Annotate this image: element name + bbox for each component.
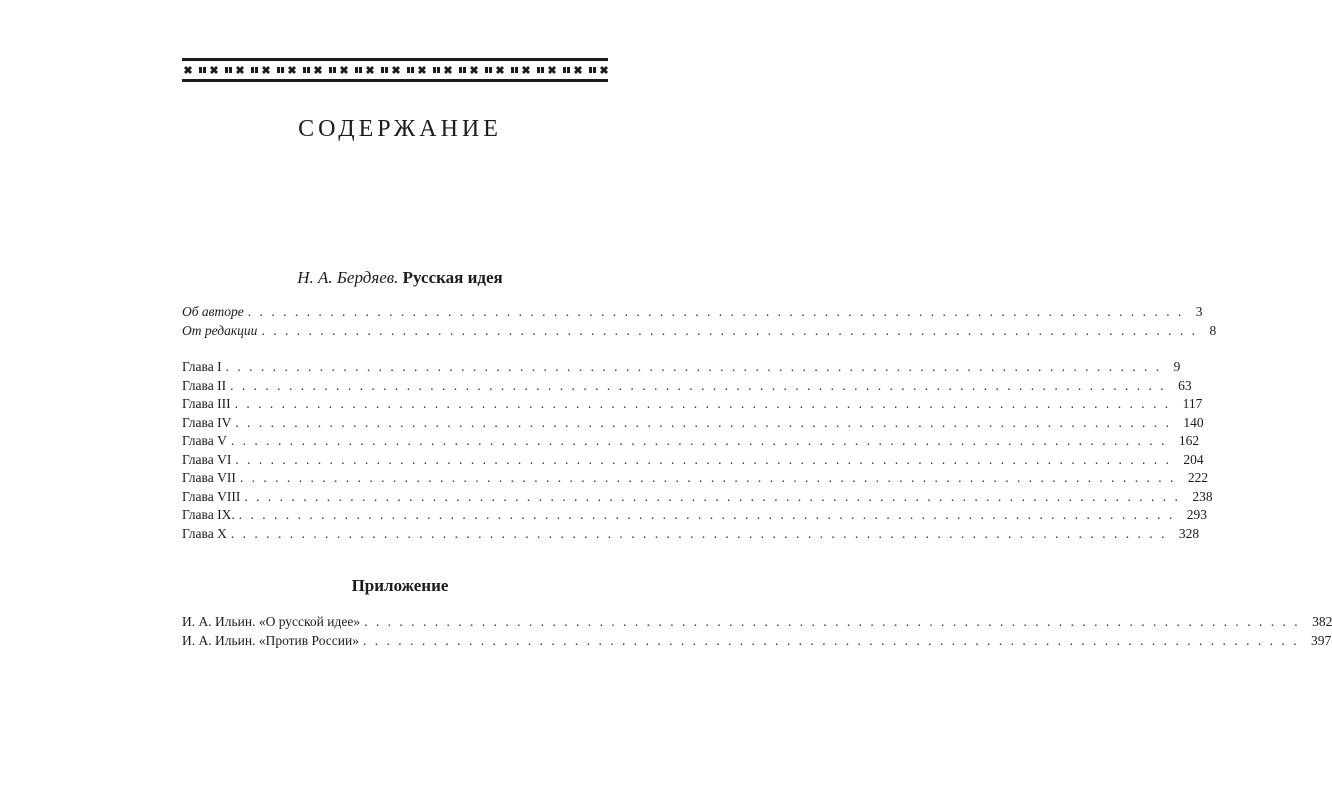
ornament-cross [444,66,452,74]
ornament-bar [459,67,462,73]
toc-row-chapter-10[interactable] [182,525,1200,544]
toc-page-number: 162 [1178,433,1200,448]
toc-page-number: 9 [1173,359,1181,374]
toc-dot-leader: ................................................................................ [362,633,1305,648]
ornament-bar [303,67,306,73]
toc-entry-label: И. А. Ильин. «Против России» [182,633,359,648]
ornament-bar [511,67,514,73]
ornament-cross [288,66,296,74]
toc-dot-leader: ................................................................................ [239,470,1182,485]
ornament-bar [333,67,336,73]
toc-entry-label: И. А. Ильин. «О русской идее» [182,614,361,629]
toc-dot-leader: ................................................................................ [234,396,1177,411]
ornament-cross [600,66,608,74]
toc-row-chapter-7[interactable] [182,470,1209,488]
ornament-bar [203,67,206,73]
toc-row-chapter-5[interactable] [182,433,1200,451]
ornament-bar [563,67,566,73]
toc-dot-leader: ................................................................................ [261,323,1204,338]
toc-row-chapter-9[interactable] [182,507,1207,525]
toc-dot-leader: ................................................................................ [238,507,1181,522]
toc-dot-leader: ................................................................................ [225,359,1168,374]
toc-dot-leader: ................................................................................ [364,614,1307,629]
appendix-title-text: Приложение [351,576,449,595]
toc-row-chapter-1[interactable] [182,359,1181,377]
ornament-bar [307,67,310,73]
toc-page-number: 117 [1182,396,1203,411]
ornament-cross [496,66,504,74]
toc-entry-label: Об авторе [182,304,244,319]
ornament-bar [541,67,544,73]
ornament-cross [340,66,348,74]
ornament-bar [515,67,518,73]
toc-page-number: 222 [1187,470,1209,485]
toc-dot-leader: ................................................................................ [230,433,1173,448]
ornament-bar [281,67,284,73]
ornament-bar [355,67,358,73]
toc-row-chapter-4[interactable] [182,414,1204,433]
toc-page-number: 63 [1178,377,1192,393]
section-author: Н. А. Бердяев. [297,268,399,287]
ornament-bar [537,67,540,73]
toc-page-number: 328 [1178,525,1200,541]
ornament-bar [485,67,488,73]
toc-row-about-author[interactable] [182,304,1203,322]
page-title: СОДЕРЖАНИЕ [298,116,502,142]
ornament-bar [277,67,280,73]
toc-entry-label: Глава IV [182,414,232,430]
toc-dot-leader: ................................................................................ [235,451,1178,467]
toc-entry-label: Глава X [182,525,227,541]
toc-row-from-editors[interactable] [182,323,1217,341]
ornament-bar [251,67,254,73]
toc-dot-leader: ................................................................................ [235,414,1178,430]
section-title-russian-idea [0,268,800,288]
ornament-cross [366,66,374,74]
ornament-bar [407,67,410,73]
ornament-bar [463,67,466,73]
toc-entry-label: Глава IX. [182,507,235,522]
ornament-cross [184,66,192,74]
section-work-title: Русская идея [402,268,503,287]
ornament-bar [567,67,570,73]
toc-dot-leader: ................................................................................ [230,525,1173,541]
toc-dot-leader: ................................................................................ [230,377,1173,393]
ornament-bar [593,67,596,73]
toc-dot-leader: ................................................................................ [244,488,1187,504]
toc-entry-label: Глава VII [182,470,236,485]
toc-dot-leader: ................................................................................ [247,304,1190,319]
ornament-bar [589,67,592,73]
ornament-bar [329,67,332,73]
ornament-bar [437,67,440,73]
ornament-cross [548,66,556,74]
toc-page-number: 204 [1183,451,1204,467]
toc-page-number: 397 [1310,633,1332,648]
toc-entry-label: Глава I [182,359,222,374]
toc-row-chapter-6[interactable] [182,451,1204,470]
ornament-bar [489,67,492,73]
toc-page-number: 382 [1312,614,1332,629]
toc-entry-label: От редакции [182,323,258,338]
ornament-cross [522,66,530,74]
ornament-cross [236,66,244,74]
ornament-bar [229,67,232,73]
toc-entry-label: Глава VIII [182,488,241,504]
ornament-bar [225,67,228,73]
ornament-cross [262,66,270,74]
toc-page-number: 140 [1183,414,1204,430]
toc-page-number: 3 [1195,304,1203,319]
toc-row-appendix-2[interactable] [182,633,1332,651]
ornament-bar [411,67,414,73]
toc-entry-label: Глава III [182,396,231,411]
ornament-cross [392,66,400,74]
toc-page-number: 293 [1186,507,1207,522]
decorative-ornament-border [182,58,608,82]
toc-page-number: 238 [1192,488,1213,504]
toc-row-chapter-2[interactable] [182,377,1192,396]
appendix-title [0,576,800,596]
toc-entry-label: Глава II [182,377,227,393]
toc-entry-label: Глава V [182,433,227,448]
ornament-bar [385,67,388,73]
ornament-cross [470,66,478,74]
toc-row-appendix-1[interactable] [182,614,1332,632]
ornament-cross [418,66,426,74]
ornament-bar [199,67,202,73]
ornament-cross [210,66,218,74]
ornament-cross [574,66,582,74]
ornament-bar [359,67,362,73]
ornament-bar [433,67,436,73]
ornament-bar [255,67,258,73]
toc-row-chapter-8[interactable] [182,488,1213,507]
toc-page-number: 8 [1209,323,1217,338]
toc-entry-label: Глава VI [182,451,232,467]
toc-row-chapter-3[interactable] [182,396,1203,414]
ornament-bar [381,67,384,73]
ornament-cross [314,66,322,74]
